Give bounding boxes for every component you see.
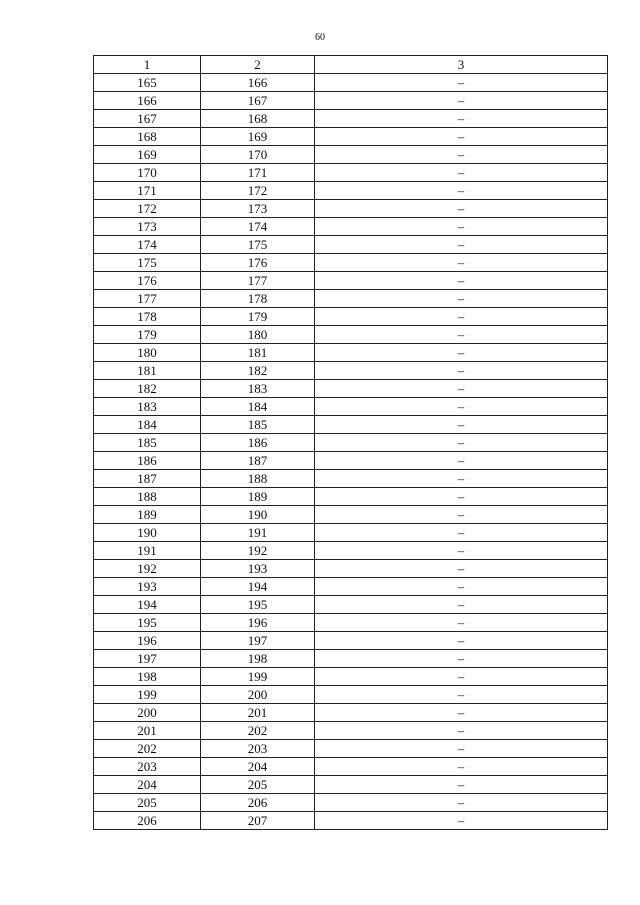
table-row (94, 146, 608, 164)
table-cell-col3: – (315, 524, 608, 542)
table-row (94, 380, 608, 398)
table-cell-col3: – (315, 182, 608, 200)
table-row (94, 398, 608, 416)
table-row (94, 722, 608, 740)
table-cell-col3: – (315, 776, 608, 794)
table-cell-col2: 189 (201, 488, 315, 506)
column-header-3: 3 (315, 56, 608, 74)
table-cell-col3: – (315, 596, 608, 614)
table-cell-col2: 178 (201, 290, 315, 308)
table-cell-col2: 200 (201, 686, 315, 704)
table-cell-col2: 171 (201, 164, 315, 182)
table-cell-col2: 177 (201, 272, 315, 290)
table-cell-col2: 199 (201, 668, 315, 686)
table-cell-col2: 197 (201, 632, 315, 650)
table-cell-col2: 205 (201, 776, 315, 794)
table-cell-col2: 196 (201, 614, 315, 632)
table-cell-col1: 170 (94, 164, 201, 182)
table-cell-col1: 182 (94, 380, 201, 398)
table-row (94, 686, 608, 704)
page-number: 60 (315, 32, 325, 43)
table-row (94, 110, 608, 128)
table-cell-col3: – (315, 128, 608, 146)
table-cell-col3: – (315, 398, 608, 416)
table-cell-col1: 204 (94, 776, 201, 794)
table-cell-col3: – (315, 542, 608, 560)
table-row (94, 812, 608, 830)
table-cell-col2: 176 (201, 254, 315, 272)
table-row (94, 74, 608, 92)
table-cell-col1: 177 (94, 290, 201, 308)
table-row (94, 668, 608, 686)
table-cell-col1: 179 (94, 326, 201, 344)
table-cell-col2: 193 (201, 560, 315, 578)
table-cell-col1: 171 (94, 182, 201, 200)
table-cell-col2: 167 (201, 92, 315, 110)
table-cell-col3: – (315, 488, 608, 506)
table-cell-col1: 202 (94, 740, 201, 758)
table-cell-col3: – (315, 326, 608, 344)
table-cell-col3: – (315, 344, 608, 362)
table-cell-col3: – (315, 686, 608, 704)
table-row (94, 290, 608, 308)
table-cell-col2: 191 (201, 524, 315, 542)
table-cell-col1: 192 (94, 560, 201, 578)
table-cell-col1: 205 (94, 794, 201, 812)
table-cell-col3: – (315, 506, 608, 524)
table-cell-col1: 195 (94, 614, 201, 632)
table-cell-col2: 203 (201, 740, 315, 758)
table-cell-col2: 187 (201, 452, 315, 470)
table-cell-col3: – (315, 272, 608, 290)
table-cell-col1: 184 (94, 416, 201, 434)
table-cell-col2: 207 (201, 812, 315, 830)
table-row (94, 524, 608, 542)
table-cell-col2: 179 (201, 308, 315, 326)
table-cell-col1: 206 (94, 812, 201, 830)
table-cell-col2: 170 (201, 146, 315, 164)
table-cell-col3: – (315, 578, 608, 596)
table-cell-col3: – (315, 794, 608, 812)
table-row (94, 740, 608, 758)
table-cell-col3: – (315, 614, 608, 632)
table-cell-col3: – (315, 236, 608, 254)
table-cell-col1: 198 (94, 668, 201, 686)
table-cell-col1: 172 (94, 200, 201, 218)
table-cell-col1: 180 (94, 344, 201, 362)
table-cell-col1: 167 (94, 110, 201, 128)
table-cell-col3: – (315, 362, 608, 380)
table-cell-col3: – (315, 110, 608, 128)
table-cell-col1: 199 (94, 686, 201, 704)
table-row (94, 344, 608, 362)
table-cell-col3: – (315, 146, 608, 164)
table-cell-col1: 174 (94, 236, 201, 254)
table-cell-col3: – (315, 254, 608, 272)
table-cell-col3: – (315, 92, 608, 110)
table-cell-col3: – (315, 308, 608, 326)
table-row (94, 236, 608, 254)
table-cell-col3: – (315, 668, 608, 686)
table-cell-col1: 178 (94, 308, 201, 326)
table-cell-col2: 186 (201, 434, 315, 452)
table-cell-col2: 181 (201, 344, 315, 362)
column-header-2: 2 (201, 56, 315, 74)
table-row (94, 614, 608, 632)
table-cell-col1: 175 (94, 254, 201, 272)
table-cell-col3: – (315, 164, 608, 182)
table-cell-col3: – (315, 470, 608, 488)
table-cell-col3: – (315, 704, 608, 722)
table-row (94, 506, 608, 524)
table-cell-col2: 169 (201, 128, 315, 146)
table-row (94, 254, 608, 272)
table-cell-col1: 191 (94, 542, 201, 560)
table-cell-col2: 166 (201, 74, 315, 92)
table-cell-col2: 184 (201, 398, 315, 416)
table-row (94, 416, 608, 434)
table-row (94, 434, 608, 452)
table-row (94, 272, 608, 290)
table-cell-col3: – (315, 632, 608, 650)
table-row (94, 200, 608, 218)
table-cell-col2: 202 (201, 722, 315, 740)
column-header-1: 1 (94, 56, 201, 74)
table-cell-col3: – (315, 758, 608, 776)
table-row (94, 758, 608, 776)
table-cell-col2: 194 (201, 578, 315, 596)
table-cell-col1: 185 (94, 434, 201, 452)
table-row (94, 218, 608, 236)
table-row (94, 326, 608, 344)
table-cell-col3: – (315, 560, 608, 578)
table-row (94, 542, 608, 560)
table-cell-col3: – (315, 434, 608, 452)
table-row (94, 776, 608, 794)
table-cell-col1: 173 (94, 218, 201, 236)
table-cell-col1: 203 (94, 758, 201, 776)
table-cell-col2: 190 (201, 506, 315, 524)
table-cell-col3: – (315, 380, 608, 398)
table-cell-col2: 180 (201, 326, 315, 344)
table-cell-col3: – (315, 290, 608, 308)
table-row (94, 632, 608, 650)
table-row (94, 704, 608, 722)
table-cell-col1: 200 (94, 704, 201, 722)
table-cell-col1: 168 (94, 128, 201, 146)
table-cell-col1: 190 (94, 524, 201, 542)
table-cell-col1: 201 (94, 722, 201, 740)
table-cell-col2: 204 (201, 758, 315, 776)
table-cell-col2: 195 (201, 596, 315, 614)
table-cell-col3: – (315, 218, 608, 236)
table-row (94, 794, 608, 812)
table-cell-col1: 169 (94, 146, 201, 164)
data-table (93, 55, 608, 830)
table-cell-col2: 173 (201, 200, 315, 218)
table-cell-col2: 192 (201, 542, 315, 560)
table-cell-col3: – (315, 650, 608, 668)
table-cell-col1: 193 (94, 578, 201, 596)
table-body (94, 74, 608, 830)
table-row (94, 488, 608, 506)
table-cell-col1: 186 (94, 452, 201, 470)
table-cell-col1: 165 (94, 74, 201, 92)
table-row (94, 92, 608, 110)
table-row (94, 578, 608, 596)
table-cell-col3: – (315, 200, 608, 218)
table-cell-col3: – (315, 722, 608, 740)
table-cell-col1: 183 (94, 398, 201, 416)
table-cell-col1: 189 (94, 506, 201, 524)
table-cell-col1: 197 (94, 650, 201, 668)
table-cell-col1: 166 (94, 92, 201, 110)
table-cell-col2: 168 (201, 110, 315, 128)
table-cell-col3: – (315, 416, 608, 434)
table-row (94, 362, 608, 380)
table-row (94, 128, 608, 146)
table-cell-col2: 201 (201, 704, 315, 722)
table-cell-col2: 182 (201, 362, 315, 380)
table-cell-col1: 194 (94, 596, 201, 614)
table-cell-col3: – (315, 74, 608, 92)
table-row (94, 560, 608, 578)
table-row (94, 164, 608, 182)
table-cell-col1: 187 (94, 470, 201, 488)
table-row (94, 596, 608, 614)
table-cell-col1: 196 (94, 632, 201, 650)
table-cell-col2: 174 (201, 218, 315, 236)
table-cell-col2: 198 (201, 650, 315, 668)
table-cell-col2: 183 (201, 380, 315, 398)
table-cell-col1: 181 (94, 362, 201, 380)
table-cell-col2: 172 (201, 182, 315, 200)
table-cell-col3: – (315, 452, 608, 470)
table-row (94, 308, 608, 326)
table-cell-col2: 206 (201, 794, 315, 812)
table-row (94, 452, 608, 470)
table-cell-col1: 176 (94, 272, 201, 290)
table-cell-col2: 185 (201, 416, 315, 434)
table-row (94, 182, 608, 200)
table-header-row (94, 56, 608, 74)
table-row (94, 470, 608, 488)
table-cell-col3: – (315, 812, 608, 830)
table-cell-col2: 188 (201, 470, 315, 488)
table-cell-col2: 175 (201, 236, 315, 254)
table-row (94, 650, 608, 668)
table-cell-col1: 188 (94, 488, 201, 506)
table-cell-col3: – (315, 740, 608, 758)
